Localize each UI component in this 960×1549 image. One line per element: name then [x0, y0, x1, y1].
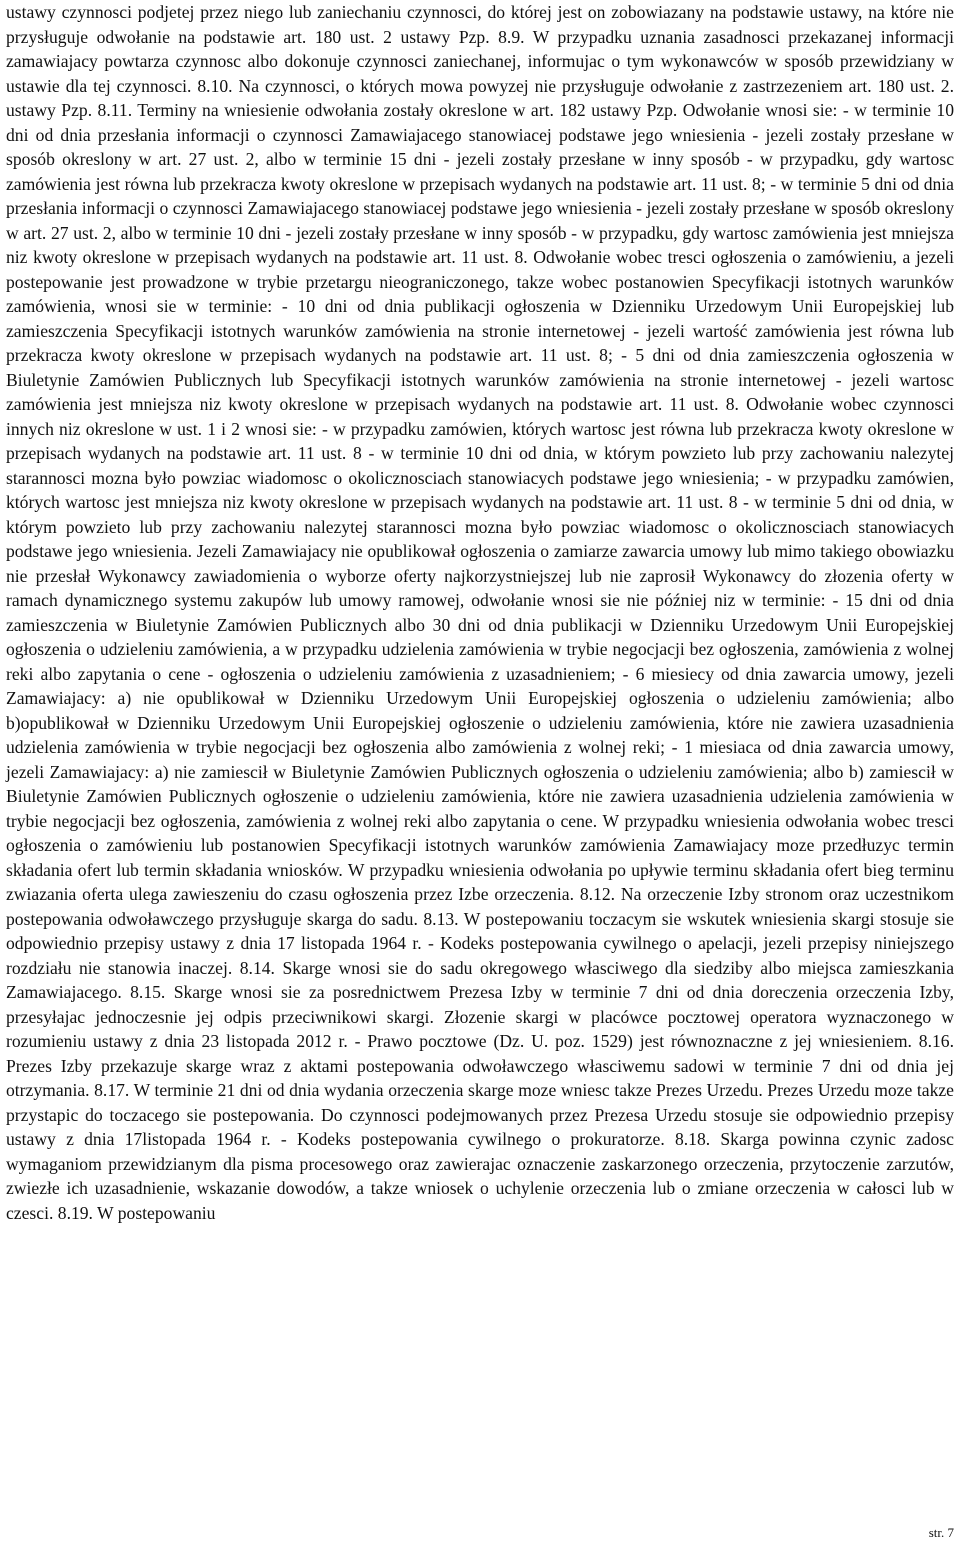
body-text: ustawy czynnosci podjetej przez niego lub zaniechaniu czynnosci, do której jest on zobowiazany na podstawie ustawy, na które nie przysługuje odwołanie na podstawie art. 180 ust. 2 ustawy Pzp. 8.9. W przypadku uznania zasadnosci przekazanej informacji zamawiajacy powtarza czynnosc albo dokonuje czynnosci zaniechanej, informujac o tym wykonawców w sposób przewidziany w ustawie dla tej czynnosci. 8.10. Na czynnosci, o których mowa powyzej nie przysługuje odwołanie z zastrzezeniem art. 180 ust. 2. ustawy Pzp. 8.11. Terminy na wniesienie odwołania zostały okreslone w art. 182 ustawy Pzp. Odwołanie wnosi sie: - w terminie 10 dni od dnia przesłania informacji o czynnosci Zamawiajacego stanowiacej podstawe jego wniesienia - jezeli zostały przesłane w sposób okreslony w art. 27 ust. 2, albo w terminie 15 dni - jezeli zostały przesłane w inny sposób - w przypadku, gdy wartosc zamówienia jest równa lub przekracza kwoty okreslone w przepisach wydanych na podstawie art. 11 ust. 8; - w terminie 5 dni od dnia przesłania informacji o czynnosci Zamawiajacego stanowiacej podstawe jego wniesienia - jezeli zostały przesłane w sposób okreslony w art. 27 ust. 2, albo w terminie 10 dni - jezeli zostały przesłane w inny sposób - w przypadku, gdy wartosc zamówienia jest mniejsza niz kwoty okreslone w przepisach wydanych na podstawie art. 11 ust. 8. Odwołanie wobec tresci ogłoszenia o zamówieniu, a jezeli postepowanie jest prowadzone w trybie przetargu nieograniczonego, takze wobec postanowien Specyfikacji istotnych warunków zamówienia, wnosi sie w terminie: - 10 dni od dnia publikacji ogłoszenia w Dzienniku Urzedowym Unii Europejskiej lub zamieszczenia Specyfikacji istotnych warunków zamówienia na stronie internetowej - jezeli wartość zamówienia jest równa lub przekracza kwoty okreslone w przepisach wydanych na podstawie art. 11 ust. 8; - 5 dni od dnia zamieszczenia ogłoszenia w Biuletynie Zamówien Publicznych lub Specyfikacji istotnych warunków zamówienia na stronie internetowej - jezeli wartosc zamówienia jest mniejsza niz kwoty okreslone w przepisach wydanych na podstawie art. 11 ust. 8. Odwołanie wobec czynnosci innych niz okreslone w ust. 1 i 2 wnosi sie: - w przypadku zamówien, których wartosc jest równa lub przekracza kwoty okreslone w przepisach wydanych na podstawie art. 11 ust. 8 - w terminie 10 dni od dnia, w którym powzieto lub przy zachowaniu nalezytej starannosci mozna było powziac wiadomosc o okolicznosciach stanowiacych podstawe jego wniesienia; - w przypadku zamówien, których wartosc jest mniejsza niz kwoty okreslone w przepisach wydanych na podstawie art. 11 ust. 8 - w terminie 5 dni od dnia, w którym powzieto lub przy zachowaniu nalezytej starannosci mozna było powziac wiadomosc o okolicznosciach stanowiacych podstawe jego wniesienia. Jezeli Zamawiajacy nie opublikował ogłoszenia o zamiarze zawarcia umowy lub mimo takiego obowiazku nie przesłał Wykonawcy zawiadomienia o wyborze oferty najkorzystniejszej lub nie zaprosił Wykonawcy do złozenia oferty w ramach dynamicznego systemu zakupów lub umowy ramowej, odwołanie wnosi sie nie później niz w terminie: - 15 dni od dnia zamieszczenia w Biuletynie Zamówien Publicznych albo 30 dni od dnia publikacji w Dzienniku Urzedowym Unii Europejskiej ogłoszenia o udzieleniu zamówienia, a w przypadku udzielenia zamówienia w trybie negocjacji bez ogłoszenia, zamówienia z wolnej reki albo zapytania o cene - ogłoszenia o udzieleniu zamówienia z uzasadnieniem; - 6 miesiecy od dnia zawarcia umowy, jezeli Zamawiajacy: a) nie opublikował w Dzienniku Urzedowym Unii Europejskiej ogłoszenia o udzieleniu zamówienia; albo b)opublikował w Dzienniku Urzedowym Unii Europejskiej ogłoszenie o udzieleniu zamówienia, które nie zawiera uzasadnienia udzielenia zamówienia w trybie negocjacji bez ogłoszenia albo zamówienia z wolnej reki; - 1 miesiaca od dnia zawarcia umowy, jezeli Zamawiajacy: a) nie zamiescił w Biuletynie Zamówien Publicznych ogłoszenia o udzieleniu zamówienia; albo b) zamiescił w Biuletynie Zamówien Publicznych ogłoszenie o udzieleniu zamówienia, które nie zawiera uzasadnienia udzielenia zamówienia w trybie negocjacji bez ogłoszenia, zamówienia z wolnej reki albo zapytania o cene. W przypadku wniesienia odwołania wobec tresci ogłoszenia o zamówieniu lub postanowien Specyfikacji istotnych warunków zamówienia Zamawiajacy moze przedłuzyc termin składania ofert lub termin składania wniosków. W przypadku wniesienia odwołania po upływie terminu składania ofert bieg terminu zwiazania oferta ulega zawieszeniu do czasu ogłoszenia przez Izbe orzeczenia. 8.12. Na orzeczenie Izby stronom oraz uczestnikom postepowania odwoławczego przysługuje skarga do sadu. 8.13. W postepowaniu toczacym sie wskutek wniesienia skargi stosuje sie odpowiednio przepisy ustawy z dnia 17 listopada 1964 r. - Kodeks postepowania cywilnego o apelacji, jezeli przepisy niniejszego rozdziału nie stanowia inaczej. 8.14. Skarge wnosi sie do sadu okregowego własciwego dla siedziby albo miejsca zamieszkania Zamawiajacego. 8.15. Skarge wnosi sie za posrednictwem Prezesa Izby w terminie 7 dni od dnia doreczenia orzeczenia Izby, przesyłajac jednoczesnie jej odpis przeciwnikowi skargi. Złozenie skargi w placówce pocztowej operatora wyznaczonego w rozumieniu ustawy z dnia 23 listopada 2012 r. - Prawo pocztowe (Dz. U. poz. 1529) jest równoznaczne z jej wniesieniem. 8.16. Prezes Izby przekazuje skarge wraz z aktami postepowania odwoławczego własciwemu sadowi w terminie 7 dni od dnia jej otrzymania. 8.17. W terminie 21 dni od dnia wydania orzeczenia skarge moze wniesc takze Prezes Urzedu. Prezes Urzedu moze takze przystapic do toczacego sie postepowania. Do czynnosci podejmowanych przez Prezesa Urzedu stosuje sie odpowiednio przepisy ustawy z dnia 17listopada 1964 r. - Kodeks postepowania cywilnego o prokuratorze. 8.18. Skarga powinna czynic zadosc wymaganiom przewidzianym dla pisma procesowego oraz zawierajac oznaczenie zaskarzonego orzeczenia, przytoczenie zarzutów, zwiezłe ich uzasadnienie, wskazanie dowodów, a takze wniosek o uchylenie orzeczenia lub o zmiane orzeczenia w całosci lub w czesci. 8.19. W postepowaniu — [6, 2, 954, 1223]
page-number: str. 7 — [928, 1525, 954, 1540]
